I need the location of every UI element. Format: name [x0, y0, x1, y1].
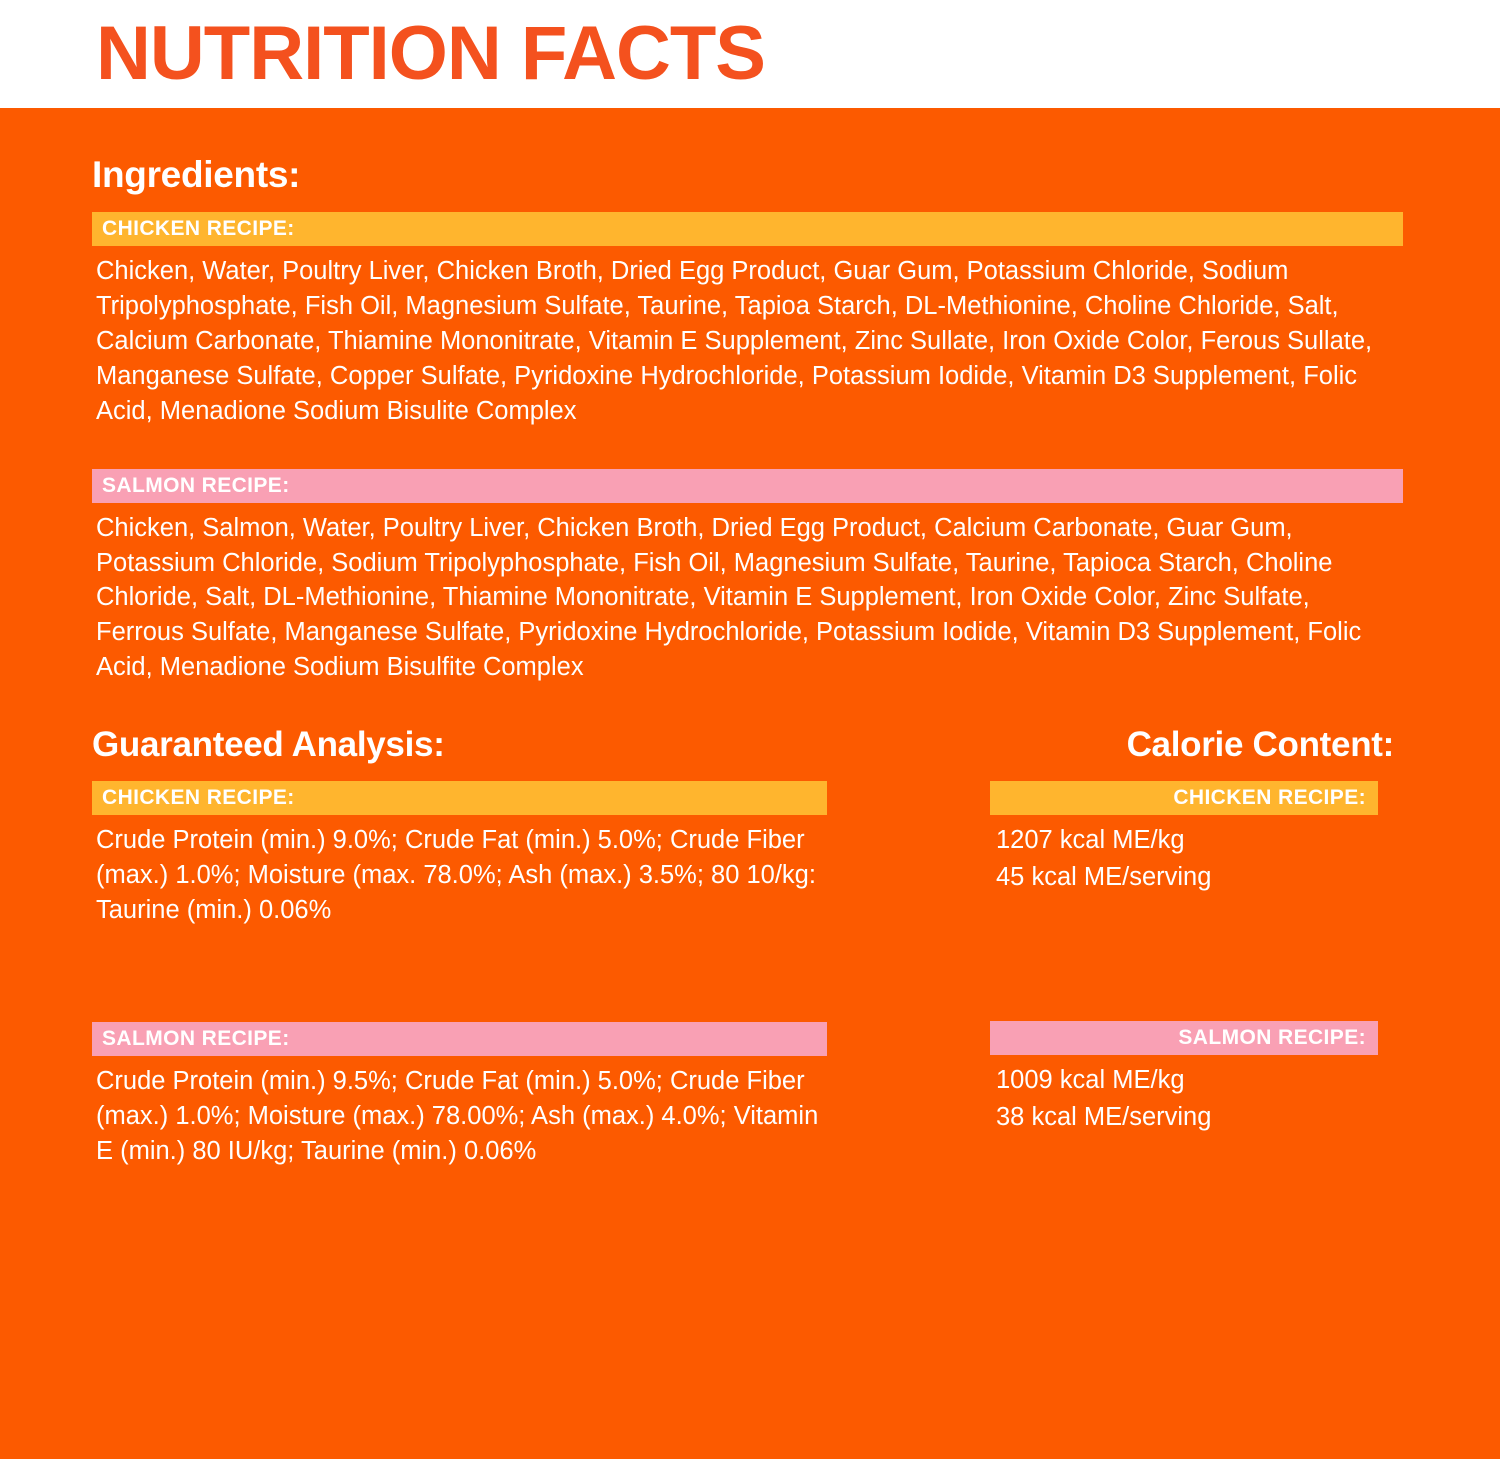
calorie-content-heading: Calorie Content:	[1126, 725, 1394, 765]
ingredients-salmon-bar	[92, 469, 1403, 503]
calorie-salmon-kcal-kg: 1009 kcal ME/kg	[996, 1066, 1185, 1095]
calorie-chicken-bar	[990, 781, 1378, 815]
calorie-salmon-bar-label: SALMON RECIPE:	[1178, 1026, 1366, 1050]
guaranteed-analysis-column	[92, 725, 920, 1169]
calorie-content-column	[990, 725, 1404, 1169]
analysis-calorie-columns	[92, 725, 1404, 1169]
calorie-chicken-kcal-serving: 45 kcal ME/serving	[996, 863, 1212, 892]
analysis-chicken-text: Crude Protein (min.) 9.0%; Crude Fat (min.) 5.0%; Crude Fiber (max.) 1.0%; Moisture (max. 78.0%; Ash (max.) 3.5%; 80 10/kg: Taurine (min.) 0.06%	[96, 826, 816, 925]
calorie-salmon-bar	[990, 1021, 1378, 1055]
analysis-chicken-bar-label: CHICKEN RECIPE:	[102, 786, 295, 810]
calorie-spacer	[990, 895, 1404, 1005]
ingredients-chicken-bar-label: CHICKEN RECIPE:	[102, 217, 295, 240]
ingredients-heading: Ingredients:	[92, 154, 301, 195]
ingredients-chicken-text: Chicken, Water, Poultry Liver, Chicken Broth, Dried Egg Product, Guar Gum, Potassium Chloride, Sodium Tripolyphosphate, Fish Oil, Magnesium Sulfate, Taurine, Tapioa Starch, DL-Methionine, Choline Chloride, Salt, Calcium Carbonate, Thiamine Mononitrate, Vitamin E Supplement, Zinc Sullate, Iron Oxide Color, Ferous Sullate, Manganese Sulfate, Copper Sulfate, Pyridoxine Hydrochloride, Potassium Iodide, Vitamin D3 Supplement, Folic Acid, Menadione Sodium Bisulite Complex	[96, 257, 1373, 425]
body-band	[0, 108, 1500, 1459]
ingredients-salmon-bar-label: SALMON RECIPE:	[102, 473, 290, 497]
calorie-salmon-kcal-serving: 38 kcal ME/serving	[996, 1102, 1212, 1131]
header-band	[0, 0, 1500, 108]
guaranteed-analysis-heading: Guaranteed Analysis:	[92, 725, 445, 765]
ingredients-chicken-bar	[92, 212, 1403, 246]
analysis-salmon-text: Crude Protein (min.) 9.5%; Crude Fat (min.) 5.0%; Crude Fiber (max.) 1.0%; Moisture (max.) 78.00%; Ash (max.) 4.0%; Vitamin E (min.) 80 IU/kg; Taurine (min.) 0.06%	[96, 1066, 819, 1165]
analysis-spacer	[92, 928, 920, 1006]
ingredients-salmon-text: Chicken, Salmon, Water, Poultry Liver, Chicken Broth, Dried Egg Product, Calcium Carbonate, Guar Gum, Potassium Chloride, Sodium Tripolyphosphate, Fish Oil, Magnesium Sulfate, Taurine, Tapioca Starch, Choline Chloride, Salt, DL-Methionine, Thiamine Mononitrate, Vitamin E Supplement, Iron Oxide Color, Zinc Sulfate, Ferrous Sulfate, Manganese Sulfate, Pyridoxine Hydrochloride, Potassium Iodide, Vitamin D3 Supplement, Folic Acid, Menadione Sodium Bisulfite Complex	[96, 513, 1362, 682]
calorie-chicken-bar-label: CHICKEN RECIPE:	[1173, 786, 1366, 810]
analysis-salmon-bar-label: SALMON RECIPE:	[102, 1026, 290, 1050]
calorie-chicken-kcal-kg: 1207 kcal ME/kg	[996, 826, 1185, 855]
page-title: NUTRITION FACTS	[96, 11, 765, 96]
analysis-chicken-bar	[92, 781, 827, 815]
analysis-salmon-bar	[92, 1022, 827, 1056]
